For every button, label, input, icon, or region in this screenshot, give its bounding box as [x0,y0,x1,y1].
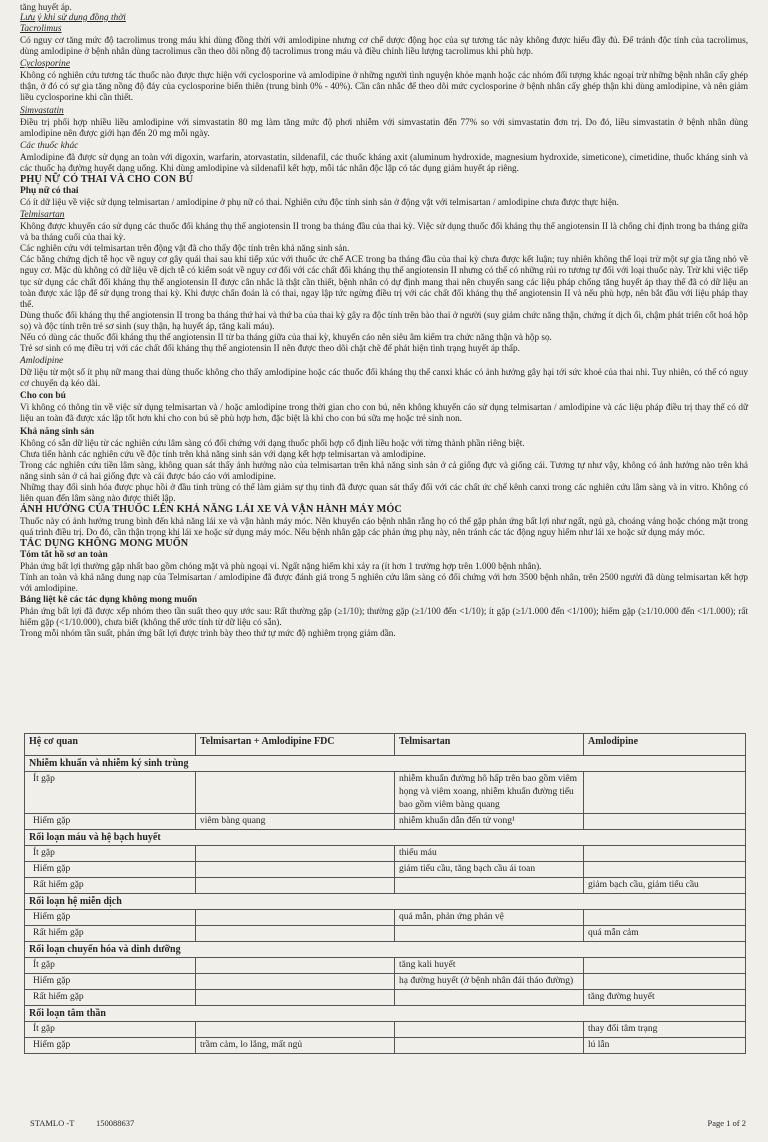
table-cell: giảm tiểu cầu, tăng bạch cầu ái toan [395,862,584,878]
table-cell: viêm bàng quang [196,814,395,830]
table-cell [584,846,746,862]
table-cell: Hiếm gặp [25,974,196,990]
top-line: tăng huyết áp. [20,2,72,12]
other-drugs-title: Các thuốc khác [20,140,79,151]
adverse-list-subheading: Bảng liệt kê các tác dụng không mong muốn [20,594,198,605]
table-row [25,846,746,862]
safety-summary-text-1: Phản ứng bất lợi thường gặp nhất bao gồm chóng mặt và phù ngoại vi. Ngất nặng hiếm khi xảy ra (ít hơn 1 trường hợp trên 1.000 bệnh nhân). [20,561,542,572]
table-row [25,910,746,926]
table-cell: Rất hiếm gặp [25,926,196,942]
table-cell [196,772,395,814]
telmisartan-text-2: Các nghiên cứu với telmisartan trên động vật đã cho thấy độc tính trên khả năng sinh sản. [20,243,350,254]
table-cell [584,910,746,926]
simvastatin-text: Điều trị phối hợp nhiều liều amlodipine với simvastatin 80 mg làm tăng mức độ phơi nhiễm với simvastatin đến 77% so với simvastatin đơn trị. Do đó, liều simvastatin ở bệnh nhân dùng amlodipine nên được giới hạn đến 20 mg mỗi ngày. [20,116,748,138]
table-cell [584,862,746,878]
simvastatin-title: Simvastatin [20,105,64,116]
table-cell [196,926,395,942]
other-drugs-text: Amlodipine đã được sử dụng an toàn với digoxin, warfarin, atorvastatin, sildenafil, các thuốc kháng axit (aluminum hydroxide, magnesium hydroxide, simeticone), cimetidine, thuốc kháng sinh và các thuốc hạ đường huyết dạng uống. Khi dùng amlodipine và sildenafil kết hợp, mỗi tác nhân độc lập có tác dụng giảm huyết áp riêng. [20,151,748,173]
driving-text: Thuốc này có ảnh hưởng trung bình đến khả năng lái xe và vận hành máy móc. Nên khuyến cáo bệnh nhân rằng họ có thể gặp phản ứng bất lợi như ngất, ngủ gà, choáng váng hoặc chóng mặt trong quá trình điều trị. Do đó, cần thận trọng khi lái xe hoặc sử dụng máy móc. Nếu bệnh nhân gặp các phản ứng phụ này, nên tránh các tác động nguy hiểm như lái xe hoặc sử dụng máy móc. [20,516,748,538]
column-header: Amlodipine [584,734,746,756]
organ-system-label: Rối loạn tâm thần [25,1006,746,1022]
table-cell [395,1038,584,1054]
table-group-row [25,756,746,772]
fertility-subheading: Khả năng sinh sản [20,426,95,437]
adverse-heading: TÁC DỤNG KHÔNG MONG MUỐN [20,538,189,550]
table-group-row [25,830,746,846]
organ-system-label: Rối loạn hệ miễn dịch [25,894,746,910]
table-cell [584,772,746,814]
driving-heading: ẢNH HƯỞNG CỦA THUỐC LÊN KHẢ NĂNG LÁI XE VÀ VẬN HÀNH MÁY MÓC [20,504,402,516]
table-cell: nhiễm khuẩn dẫn đến tử vong¹ [395,814,584,830]
table-cell [395,878,584,894]
table-cell: Ít gặp [25,772,196,814]
footer-page-number: Page 1 of 2 [707,1118,746,1128]
table-group-row [25,1006,746,1022]
table-cell: Ít gặp [25,958,196,974]
telmisartan-text-4: Dùng thuốc đối kháng thụ thể angiotensin II trong ba tháng thứ hai và thứ ba của thai kỳ gây ra độc tính trên bào thai ở người (suy giảm chức năng thận, chứng ít dịch ối, chậm phát triển cốt hoá hộp sọ) và độc tính trên trẻ sơ sinh (suy thận, hạ huyết áp, tăng kali máu). [20,309,748,331]
fertility-text-2: Chưa tiến hành các nghiên cứu về độc tính trên khả năng sinh sản với dạng kết hợp telmisartan và amlodipine. [20,448,426,459]
adverse-effects-table [24,733,746,1054]
pregnancy-subheading: Phụ nữ có thai [20,185,79,196]
tacrolimus-text: Có nguy cơ tăng mức độ tacrolimus trong máu khi dùng đồng thời với amlodipine nhưng cơ chế dược động học của sự tương tác này không được hiểu đầy đủ. Để tránh độc tính của tacrolimus, dùng amlodipine ở bệnh nhân dùng tacrolimus cần theo dõi nồng độ tacrolimus trong máu và điều chỉnh liều lượng tacrolimus khi phù hợp. [20,35,748,57]
pregnancy-text: Có ít dữ liệu về việc sử dụng telmisartan / amlodipine ở phụ nữ có thai. Nghiên cứu độc tính sinh sản ở động vật với telmisartan / amlodipine chưa được thực hiện. [20,196,619,207]
table-cell [584,958,746,974]
severity-order-text: Trong mỗi nhóm tần suất, phản ứng bất lợi được trình bày theo thứ tự mức độ nghiêm trọng giảm dần. [20,627,396,638]
table-cell: trầm cảm, lo lắng, mất ngủ [196,1038,395,1054]
table-group-row [25,894,746,910]
table-row [25,814,746,830]
column-header: Telmisartan [395,734,584,756]
telmisartan-text-1: Không được khuyến cáo sử dụng các thuốc đối kháng thụ thể angiotensin II trong ba tháng đầu của thai kỳ. Việc sử dụng thuốc đối kháng thụ thể angiotensin II là chống chỉ định trong ba tháng giữa và ba tháng cuối của thai kỳ. [20,221,748,243]
table-cell [395,990,584,1006]
table-group-row [25,942,746,958]
organ-system-label: Rối loạn máu và hệ bạch huyết [25,830,746,846]
table-row [25,1038,746,1054]
amlodipine-title: Amlodipine [20,356,64,367]
table-cell: Hiếm gặp [25,910,196,926]
tacrolimus-title: Tacrolimus [20,24,62,35]
table-cell: nhiễm khuẩn đường hô hấp trên bao gồm viêm họng và viêm xoang, nhiễm khuẩn đường tiểu bao gồm viêm bàng quang [395,772,584,814]
table-cell: Rất hiếm gặp [25,878,196,894]
footer-document-number: 150088637 [96,1118,135,1128]
table-row [25,772,746,814]
table-cell [196,974,395,990]
table-cell: hạ đường huyết (ở bệnh nhân đái tháo đường) [395,974,584,990]
footer-product-code: STAMLO -T [30,1118,75,1128]
table-cell [584,974,746,990]
telmisartan-title: Telmisartan [20,210,65,221]
table-cell [395,926,584,942]
table-row [25,926,746,942]
table-cell [196,990,395,1006]
fertility-text-4: Những thay đổi sinh hóa được phục hồi ở đầu tinh trùng có thể làm giảm sự thụ tinh đã được quan sát thấy đối với các chất ức chế kênh canxi trong các nghiên cứu lâm sàng và in vitro. Không có liên quan đến lâm sàng nào được thiết lập. [20,481,748,503]
column-header: Hệ cơ quan [25,734,196,756]
telmisartan-text-6: Trẻ sơ sinh có mẹ điều trị với các chất đối kháng thụ thể angiotensin II nên được theo dõi chặt chẽ để phát hiện tình trạng huyết áp thấp. [20,343,520,354]
table-row [25,878,746,894]
table-row [25,1022,746,1038]
table-cell [196,862,395,878]
table-row [25,862,746,878]
breastfeeding-text: Vì không có thông tin về việc sử dụng telmisartan và / hoặc amlodipine trong thời gian cho con bú, nên không khuyến cáo sử dụng telmisartan / amlodipine và các liệu pháp điều trị thay thế có dữ liệu an toàn đã được xác lập tốt hơn khi cho con bú sẽ phù hợp hơn, đặc biệt là khi cho con bú sữa mẹ hoặc trẻ sinh non. [20,402,748,424]
organ-system-label: Nhiễm khuẩn và nhiễm ký sinh trùng [25,756,746,772]
table-cell [196,846,395,862]
table-cell: thay đổi tâm trạng [584,1022,746,1038]
organ-system-label: Rối loạn chuyển hóa và dinh dưỡng [25,942,746,958]
table-row [25,958,746,974]
table-cell: thiếu máu [395,846,584,862]
table-cell: Ít gặp [25,846,196,862]
table-row [25,990,746,1006]
fertility-text-1: Không có sẵn dữ liệu từ các nghiên cứu lâm sàng có đối chứng với dạng thuốc phối hợp cố định liều hoặc với từng thành phần riêng biệt. [20,437,525,448]
table-cell [196,878,395,894]
document-page [20,2,748,639]
fertility-text-3: Trong các nghiên cứu tiền lâm sàng, không quan sát thấy ảnh hưởng nào của telmisartan trên khả năng sinh sản ở cả giống đực và giống cái. Tương tự như vậy, không có ảnh hưởng nào trên khả năng sinh sản ở cả hai giống đực và cái được báo cáo với amlodipine. [20,459,748,481]
interactions-heading: Lưu ý khi sử dụng đồng thời [20,13,126,24]
telmisartan-text-3: Các bằng chứng dịch tễ học về nguy cơ gây quái thai sau khi tiếp xúc với thuốc ức chế ACE trong ba tháng đầu của thai kỳ chưa được kết luận; tuy nhiên không thể loại trừ một sự gia tăng nhỏ về nguy cơ. Mặc dù không có dữ liệu về dịch tễ có kiểm soát về nguy cơ đối với các chất đối kháng thụ thể angiotensin II nhưng có thể có những rủi ro tương tự đối với loại thuốc này. Trừ khi việc tiếp tục sử dụng các chất đối kháng thụ thể angiotensin II được cân nhắc là thật cần thiết, bệnh nhân có dự định mang thai nên chuyển sang các liệu pháp chống tăng huyết áp thay thế đã có dữ liệu an toàn được xác lập để sử dụng trong thai kỳ. Khi được chẩn đoán là có thai, ngay lập tức ngừng điều trị với các chất đối kháng thụ thể angiotensin II và nếu phù hợp, nên bắt đầu với liệu pháp thay thế. [20,254,748,309]
table-row [25,974,746,990]
table-header-row [25,734,746,756]
table-cell [196,958,395,974]
table-cell: Ít gặp [25,1022,196,1038]
table-cell: giảm bạch cầu, giảm tiểu cầu [584,878,746,894]
table-cell: Hiếm gặp [25,1038,196,1054]
table-cell: Hiếm gặp [25,862,196,878]
table-cell [196,1022,395,1038]
table-cell: lú lẫn [584,1038,746,1054]
cyclosporine-title: Cyclosporine [20,59,70,70]
table-cell [584,814,746,830]
table-cell [196,910,395,926]
frequency-convention-text: Phản ứng bất lợi đã được xếp nhóm theo tần suất theo quy ước sau: Rất thường gặp (≥1/10); thường gặp (≥1/100 đến <1/10); ít gặp (≥1/1.000 đến <1/100); hiếm gặp (≥1/10.000 đến <1/1.000); rất hiếm gặp (<1/10.000), chưa biết (không thể ước tính từ dữ liệu có sẵn). [20,605,748,627]
safety-summary-subheading: Tóm tắt hồ sơ an toàn [20,550,108,561]
telmisartan-text-5: Nếu có dùng các thuốc đối kháng thụ thể angiotensin II từ ba tháng giữa của thai kỳ, khuyến cáo nên siêu âm kiểm tra chức năng thận và hộp sọ. [20,331,552,342]
table-cell: tăng đường huyết [584,990,746,1006]
column-header: Telmisartan + Amlodipine FDC [196,734,395,756]
table-cell: tăng kali huyết [395,958,584,974]
table-cell: quá mẫn cảm [584,926,746,942]
pregnancy-heading: PHỤ NỮ CÓ THAI VÀ CHO CON BÚ [20,173,194,185]
table-cell: Hiếm gặp [25,814,196,830]
amlodipine-text: Dữ liệu từ một số ít phụ nữ mang thai dùng thuốc không cho thấy amlodipine hoặc các thuốc đối kháng thụ thể canxi khác có ảnh hưởng gây hại tới sức khoẻ của thai nhi. Tuy nhiên, có thể có nguy cơ chuyển dạ kéo dài. [20,367,748,389]
breastfeeding-subheading: Cho con bú [20,391,66,402]
cyclosporine-text: Không có nghiên cứu tương tác thuốc nào được thực hiện với cyclosporine và amlodipine ở những người tình nguyện khỏe mạnh hoặc các nhóm đối tượng khác ngoại trừ những bệnh nhân cấy ghép thận, ở đó có sự gia tăng nồng độ đáy của cyclosporine biến thiên (trung bình 0% - 40%). Cần cân nhắc để theo dõi mức cyclosporine ở bệnh nhân cấy ghép thận khi dùng amlodipine, và nên giảm liều cyclosporine khi cần thiết. [20,70,748,103]
safety-summary-text-2: Tính an toàn và khả năng dung nạp của Telmisartan / amlodipine đã được đánh giá trong 5 nghiên cứu lâm sàng có đối chứng với hơn 3500 bệnh nhân, trên 2500 người đã dùng telmisartan kết hợp với amlodipine. [20,572,748,594]
table-cell: quá mẫn, phản ứng phản vệ [395,910,584,926]
table-cell [395,1022,584,1038]
table-cell: Rất hiếm gặp [25,990,196,1006]
